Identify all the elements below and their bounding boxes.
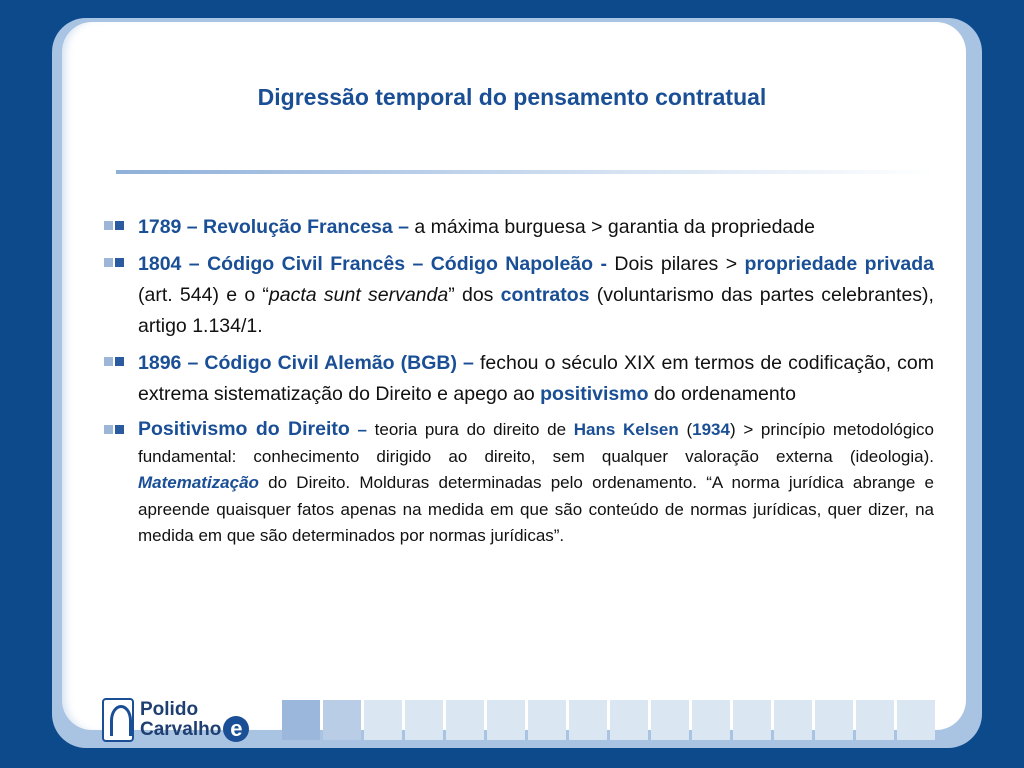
emphasis-text: Matematização: [138, 473, 259, 492]
emphasis-text: 1934: [692, 420, 730, 439]
square-bullet-icon: [104, 416, 138, 434]
list-item: [104, 348, 934, 410]
emphasis-text: positivismo: [540, 383, 649, 405]
item-text: [138, 348, 934, 410]
emphasis-text: propriedade privada: [744, 253, 935, 275]
item-body: (: [678, 420, 693, 439]
item-body: do Direito. Molduras determinadas pelo ordenamento. “A norma jurídica abrange e apreende quaisquer fatos apenas na medida em que são conteúdo de normas jurídicas, quer dizer, na medida em que são determinados por normas jurídicas”.: [138, 473, 934, 545]
logo-e-icon: e: [223, 716, 249, 742]
item-body: do ordenamento: [648, 383, 796, 405]
list-item: [104, 416, 934, 550]
item-body: Dois pilares >: [607, 253, 745, 275]
emphasis-text: Hans Kelsen: [573, 420, 679, 439]
decorative-strip: [282, 700, 935, 740]
square-bullet-icon: [104, 212, 138, 230]
item-heading: 1789 – Revolução Francesa –: [138, 216, 409, 238]
item-body: a máxima burguesa > garantia da propriedade: [409, 216, 815, 238]
square-bullet-icon: [104, 348, 138, 366]
item-heading: 1804 – Código Civil Francês – Código Napoleão -: [138, 253, 607, 275]
slide-title: Digressão temporal do pensamento contratual: [257, 84, 767, 110]
emphasis-text: contratos: [500, 284, 590, 306]
item-body: (voluntarismo das partes celebrantes), artigo 1.134/1.: [138, 284, 934, 337]
list-item: [104, 249, 934, 342]
item-body: fechou o século XIX em termos de codificação, com extrema sistematização do Direito e apego ao: [138, 352, 934, 405]
logo-text: Polido Carvalho: [140, 699, 222, 740]
italic-text: pacta sunt servanda: [268, 284, 449, 306]
bullet-list: [104, 212, 934, 556]
title-divider: [116, 170, 936, 174]
logo-mark-icon: [102, 698, 134, 742]
item-body: ) > princípio metodológico fundamental: conhecimento dirigido ao direito, sem qualquer valoração externa (ideologia).: [138, 420, 934, 466]
item-heading: Positivismo do Direito: [138, 418, 350, 440]
item-text: [138, 416, 934, 550]
item-body: (art. 544) e o “: [138, 284, 269, 306]
list-item: [104, 212, 934, 243]
item-text: [138, 212, 934, 243]
item-dash: –: [349, 420, 367, 439]
item-text: [138, 249, 934, 342]
polido-carvalho-logo: [102, 694, 249, 746]
item-heading: 1896 – Código Civil Alemão (BGB) –: [138, 352, 474, 374]
item-body: ” dos: [448, 284, 501, 306]
square-bullet-icon: [104, 249, 138, 267]
item-body: teoria pura do direito de: [366, 420, 574, 439]
